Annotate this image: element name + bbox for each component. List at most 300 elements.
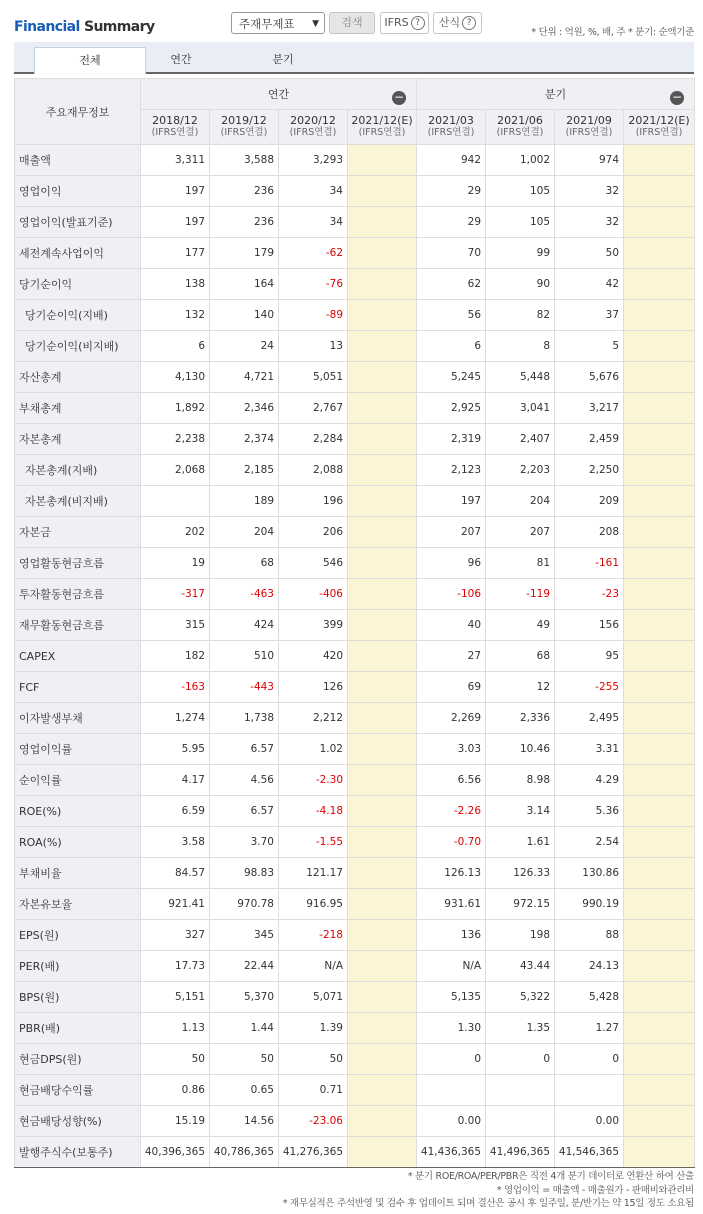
row-label: 영업활동현금흐름 <box>15 548 141 579</box>
table-cell: 1.30 <box>417 1013 486 1044</box>
table-cell: 207 <box>417 517 486 548</box>
table-cell <box>348 734 417 765</box>
table-cell: 2,068 <box>141 455 210 486</box>
collapse-icon[interactable]: − <box>393 90 405 104</box>
table-cell: 2,374 <box>210 424 279 455</box>
table-cell <box>348 393 417 424</box>
table-row <box>15 1075 695 1106</box>
table-cell: 5.36 <box>555 796 624 827</box>
table-cell: 4.56 <box>210 765 279 796</box>
table-cell: 5,151 <box>141 982 210 1013</box>
table-cell <box>624 734 695 765</box>
table-cell <box>624 424 695 455</box>
period-header <box>624 110 695 145</box>
table-cell: -406 <box>279 579 348 610</box>
table-cell: 96 <box>417 548 486 579</box>
period-header <box>555 110 624 145</box>
table-cell: 916.95 <box>279 889 348 920</box>
table-cell: 208 <box>555 517 624 548</box>
table-cell: 209 <box>555 486 624 517</box>
table-cell: -89 <box>279 300 348 331</box>
period-basis: (IFRS연결) <box>358 127 406 138</box>
table-cell: 202 <box>141 517 210 548</box>
table-cell: 2,088 <box>279 455 348 486</box>
table-cell: 2,495 <box>555 703 624 734</box>
table-cell: 42 <box>555 269 624 300</box>
period-header <box>417 110 486 145</box>
statement-type-select[interactable] <box>231 12 325 34</box>
table-cell: 84.57 <box>141 858 210 889</box>
table-cell: 931.61 <box>417 889 486 920</box>
table-cell <box>624 1137 695 1168</box>
formula-help-button[interactable] <box>433 12 482 34</box>
table-cell <box>348 331 417 362</box>
table-cell: 327 <box>141 920 210 951</box>
table-cell: -255 <box>555 672 624 703</box>
table-cell: 1.61 <box>486 827 555 858</box>
table-row <box>15 393 695 424</box>
select-value: 주재무제표 <box>239 17 295 31</box>
row-label: ROA(%) <box>15 827 141 858</box>
table-cell <box>348 827 417 858</box>
table-cell: 5.95 <box>141 734 210 765</box>
table-cell <box>624 486 695 517</box>
table-row <box>15 176 695 207</box>
table-cell: 0.00 <box>555 1106 624 1137</box>
table-cell: 315 <box>141 610 210 641</box>
footnote: * 재무실적은 주석반영 및 검수 후 업데이트 되며 결산은 공시 후 일주일, 분/반기는 약 15일 정도 소요됨 <box>282 1198 694 1209</box>
table-row <box>15 610 695 641</box>
table-cell <box>624 1044 695 1075</box>
table-row <box>15 331 695 362</box>
table-cell: 4.17 <box>141 765 210 796</box>
row-label: 자산총계 <box>15 362 141 393</box>
table-row <box>15 672 695 703</box>
table-cell: 5,676 <box>555 362 624 393</box>
table-row <box>15 796 695 827</box>
table-cell: 0 <box>555 1044 624 1075</box>
table-cell: 6 <box>417 331 486 362</box>
table-cell: 6.57 <box>210 796 279 827</box>
table-cell <box>624 579 695 610</box>
table-cell: 10.46 <box>486 734 555 765</box>
table-cell: 24 <box>210 331 279 362</box>
table-cell: 5,370 <box>210 982 279 1013</box>
table-cell: 130.86 <box>555 858 624 889</box>
table-cell: 43.44 <box>486 951 555 982</box>
table-cell: -163 <box>141 672 210 703</box>
table-cell: 1.13 <box>141 1013 210 1044</box>
table-cell: -119 <box>486 579 555 610</box>
table-cell <box>348 207 417 238</box>
table-cell: -161 <box>555 548 624 579</box>
table-cell: 41,546,365 <box>555 1137 624 1168</box>
table-cell: 0 <box>417 1044 486 1075</box>
period-date: 2021/06 <box>497 114 543 127</box>
table-cell <box>348 362 417 393</box>
table-cell: 8 <box>486 331 555 362</box>
table-cell: 4,721 <box>210 362 279 393</box>
period-date: 2020/12 <box>290 114 336 127</box>
period-basis: (IFRS연결) <box>496 127 544 138</box>
table-cell: 0 <box>486 1044 555 1075</box>
row-label: 발행주식수(보통주) <box>15 1137 141 1168</box>
period-header <box>141 110 210 145</box>
table-row <box>15 486 695 517</box>
period-basis: (IFRS연결) <box>289 127 337 138</box>
table-cell <box>348 1106 417 1137</box>
table-cell: 197 <box>141 207 210 238</box>
table-cell: 1,892 <box>141 393 210 424</box>
table-cell: 972.15 <box>486 889 555 920</box>
period-header <box>210 110 279 145</box>
row-label: PBR(배) <box>15 1013 141 1044</box>
row-label: 매출액 <box>15 145 141 176</box>
table-cell: 156 <box>555 610 624 641</box>
table-cell <box>624 455 695 486</box>
tab-quarterly[interactable]: 분기 <box>272 53 294 66</box>
table-cell <box>348 1013 417 1044</box>
row-label: 당기순이익(비지배) <box>15 331 141 362</box>
table-cell: 69 <box>417 672 486 703</box>
table-cell: 1,738 <box>210 703 279 734</box>
table-cell <box>348 920 417 951</box>
financial-summary-table <box>14 78 695 1168</box>
table-cell: 0.00 <box>417 1106 486 1137</box>
row-label: 자본금 <box>15 517 141 548</box>
table-cell: 41,276,365 <box>279 1137 348 1168</box>
table-cell: 2,269 <box>417 703 486 734</box>
table-cell: 3,293 <box>279 145 348 176</box>
table-cell: 236 <box>210 207 279 238</box>
table-cell: 34 <box>279 176 348 207</box>
row-label: 자본유보율 <box>15 889 141 920</box>
row-label: 투자활동현금흐름 <box>15 579 141 610</box>
table-cell: 3,041 <box>486 393 555 424</box>
table-cell: -4.18 <box>279 796 348 827</box>
table-cell: 974 <box>555 145 624 176</box>
table-cell: 5,245 <box>417 362 486 393</box>
formula-label: 산식 <box>438 16 461 29</box>
collapse-icon[interactable]: − <box>672 90 683 104</box>
table-row <box>15 703 695 734</box>
table-cell: 41,436,365 <box>417 1137 486 1168</box>
table-cell: 6.56 <box>417 765 486 796</box>
table-cell: 1.39 <box>279 1013 348 1044</box>
row-label: PER(배) <box>15 951 141 982</box>
ifrs-label: IFRS <box>384 16 409 29</box>
table-cell: 17.73 <box>141 951 210 982</box>
table-cell: 2,336 <box>486 703 555 734</box>
table-cell: 34 <box>279 207 348 238</box>
table-row <box>15 827 695 858</box>
table-cell <box>348 858 417 889</box>
table-cell: 29 <box>417 207 486 238</box>
table-cell: 95 <box>555 641 624 672</box>
table-cell <box>624 393 695 424</box>
table-cell: -2.26 <box>417 796 486 827</box>
table-cell: 5,448 <box>486 362 555 393</box>
table-cell: 5 <box>555 331 624 362</box>
table-cell: 2,250 <box>555 455 624 486</box>
table-cell: 90 <box>486 269 555 300</box>
table-cell: -317 <box>141 579 210 610</box>
annual-group-header <box>141 79 417 110</box>
table-cell <box>348 176 417 207</box>
table-row <box>15 145 695 176</box>
table-cell <box>348 641 417 672</box>
table-cell <box>348 610 417 641</box>
table-cell: 1,274 <box>141 703 210 734</box>
table-cell: 0.71 <box>279 1075 348 1106</box>
period-header <box>279 110 348 145</box>
table-row <box>15 889 695 920</box>
table-cell: -1.55 <box>279 827 348 858</box>
table-cell <box>348 672 417 703</box>
table-cell <box>624 920 695 951</box>
table-cell: 204 <box>486 486 555 517</box>
tab-annual[interactable]: 연간 <box>170 53 192 66</box>
chevron-down-icon: ▼ <box>312 19 319 29</box>
table-cell: 82 <box>486 300 555 331</box>
ifrs-help-button[interactable] <box>380 12 429 34</box>
table-cell <box>624 982 695 1013</box>
table-cell: 29 <box>417 176 486 207</box>
table-cell: 177 <box>141 238 210 269</box>
row-label: 이자발생부채 <box>15 703 141 734</box>
table-cell: 2,185 <box>210 455 279 486</box>
table-cell: 27 <box>417 641 486 672</box>
row-label: 현금DPS(원) <box>15 1044 141 1075</box>
period-header <box>486 110 555 145</box>
table-cell: 179 <box>210 238 279 269</box>
table-cell <box>624 641 695 672</box>
corner-label: 주요재무정보 <box>15 79 141 145</box>
period-header <box>348 110 417 145</box>
table-cell <box>348 1044 417 1075</box>
table-cell: 207 <box>486 517 555 548</box>
table-cell <box>348 579 417 610</box>
period-basis: (IFRS연결) <box>151 127 199 138</box>
table-cell <box>486 1106 555 1137</box>
table-cell <box>624 765 695 796</box>
table-cell: 70 <box>417 238 486 269</box>
table-cell: 1.27 <box>555 1013 624 1044</box>
table-cell <box>348 1075 417 1106</box>
row-label: 부채비율 <box>15 858 141 889</box>
row-label: 자본총계 <box>15 424 141 455</box>
table-cell <box>348 486 417 517</box>
table-cell: 136 <box>417 920 486 951</box>
table-row <box>15 455 695 486</box>
row-label: 순이익률 <box>15 765 141 796</box>
table-cell <box>624 672 695 703</box>
table-cell: 2,925 <box>417 393 486 424</box>
table-cell: 204 <box>210 517 279 548</box>
table-cell: 3,217 <box>555 393 624 424</box>
table-cell: -106 <box>417 579 486 610</box>
row-label: 재무활동현금흐름 <box>15 610 141 641</box>
table-cell: 24.13 <box>555 951 624 982</box>
row-label: 자본총계(지배) <box>15 455 141 486</box>
table-row <box>15 548 695 579</box>
row-label: 현금배당성향(%) <box>15 1106 141 1137</box>
table-cell <box>348 145 417 176</box>
period-basis: (IFRS연결) <box>565 127 613 138</box>
table-cell <box>348 517 417 548</box>
table-cell <box>624 300 695 331</box>
table-cell: 105 <box>486 176 555 207</box>
period-tabs <box>14 42 694 74</box>
page-header <box>0 0 703 42</box>
table-cell: 126.33 <box>486 858 555 889</box>
table-cell: 6.57 <box>210 734 279 765</box>
table-cell <box>624 858 695 889</box>
row-label: 당기순이익(지배) <box>15 300 141 331</box>
search-button[interactable]: 검색 <box>329 12 375 34</box>
table-row <box>15 765 695 796</box>
footnote: * 분기 ROE/ROA/PER/PBR은 직전 4개 분기 데이터로 연환산 하여 산출 <box>407 1171 694 1182</box>
table-cell: 5,135 <box>417 982 486 1013</box>
table-cell: 2,284 <box>279 424 348 455</box>
row-label: 현금배당수익률 <box>15 1075 141 1106</box>
table-row <box>15 641 695 672</box>
row-label: BPS(원) <box>15 982 141 1013</box>
question-icon: ? <box>462 16 476 30</box>
quarter-group-label: 분기 <box>544 88 567 101</box>
period-basis: (IFRS연결) <box>220 127 268 138</box>
table-cell <box>348 703 417 734</box>
table-row <box>15 579 695 610</box>
table-cell: 4,130 <box>141 362 210 393</box>
table-cell: 1.44 <box>210 1013 279 1044</box>
table-cell: -443 <box>210 672 279 703</box>
table-cell: -76 <box>279 269 348 300</box>
table-cell: 5,051 <box>279 362 348 393</box>
table-cell <box>348 796 417 827</box>
table-cell: 5,428 <box>555 982 624 1013</box>
table-cell: 6.59 <box>141 796 210 827</box>
table-cell: 6 <box>141 331 210 362</box>
table-cell <box>348 455 417 486</box>
table-cell <box>348 765 417 796</box>
table-cell: 2,459 <box>555 424 624 455</box>
table-cell <box>348 300 417 331</box>
table-cell: 22.44 <box>210 951 279 982</box>
row-label: 영업이익 <box>15 176 141 207</box>
table-row <box>15 858 695 889</box>
table-cell: 3.70 <box>210 827 279 858</box>
table-cell <box>624 207 695 238</box>
period-date: 2021/12(E) <box>628 114 690 127</box>
table-cell <box>624 827 695 858</box>
table-cell: 4.29 <box>555 765 624 796</box>
table-cell: 13 <box>279 331 348 362</box>
table-row <box>15 517 695 548</box>
table-cell: -218 <box>279 920 348 951</box>
table-cell <box>624 176 695 207</box>
table-cell <box>624 238 695 269</box>
table-cell: 1.02 <box>279 734 348 765</box>
table-cell <box>624 548 695 579</box>
table-cell: 2,767 <box>279 393 348 424</box>
table-cell <box>417 1075 486 1106</box>
period-date: 2018/12 <box>152 114 198 127</box>
table-cell: 68 <box>486 641 555 672</box>
row-label: 당기순이익 <box>15 269 141 300</box>
table-cell: 990.19 <box>555 889 624 920</box>
table-row <box>15 1013 695 1044</box>
quarter-group-header <box>417 79 695 110</box>
period-basis: (IFRS연결) <box>635 127 683 138</box>
table-row <box>15 951 695 982</box>
row-label: 자본총계(비지배) <box>15 486 141 517</box>
table-cell <box>348 548 417 579</box>
table-cell: 2,346 <box>210 393 279 424</box>
table-cell: 196 <box>279 486 348 517</box>
period-basis: (IFRS연결) <box>427 127 475 138</box>
table-cell: 140 <box>210 300 279 331</box>
table-cell <box>348 889 417 920</box>
table-cell: 3,311 <box>141 145 210 176</box>
tab-all[interactable]: 전체 <box>34 47 146 74</box>
table-cell: 138 <box>141 269 210 300</box>
table-cell <box>348 424 417 455</box>
table-cell: -463 <box>210 579 279 610</box>
row-label: CAPEX <box>15 641 141 672</box>
table-cell: 236 <box>210 176 279 207</box>
table-cell: 206 <box>279 517 348 548</box>
table-cell <box>624 362 695 393</box>
table-cell: 2,407 <box>486 424 555 455</box>
table-cell: 420 <box>279 641 348 672</box>
table-cell <box>348 269 417 300</box>
table-cell: 0.65 <box>210 1075 279 1106</box>
table-cell: 5,322 <box>486 982 555 1013</box>
table-cell <box>624 889 695 920</box>
table-cell: 32 <box>555 176 624 207</box>
table-cell: 0.86 <box>141 1075 210 1106</box>
table-cell: -0.70 <box>417 827 486 858</box>
row-label: 영업이익(발표기준) <box>15 207 141 238</box>
table-cell <box>624 951 695 982</box>
table-cell: 197 <box>141 176 210 207</box>
table-cell <box>486 1075 555 1106</box>
table-cell: 345 <box>210 920 279 951</box>
table-cell: 942 <box>417 145 486 176</box>
table-cell: 164 <box>210 269 279 300</box>
table-cell <box>348 238 417 269</box>
table-cell: 40,786,365 <box>210 1137 279 1168</box>
table-row <box>15 207 695 238</box>
table-cell <box>348 982 417 1013</box>
table-cell: 2,238 <box>141 424 210 455</box>
table-row <box>15 1106 695 1137</box>
table-row <box>15 362 695 393</box>
table-cell: -62 <box>279 238 348 269</box>
row-label: 영업이익률 <box>15 734 141 765</box>
table-cell: 81 <box>486 548 555 579</box>
row-label: 세전계속사업이익 <box>15 238 141 269</box>
table-cell <box>624 1075 695 1106</box>
table-row <box>15 734 695 765</box>
table-cell: -23.06 <box>279 1106 348 1137</box>
table-cell: 546 <box>279 548 348 579</box>
row-label: FCF <box>15 672 141 703</box>
table-cell <box>624 1013 695 1044</box>
table-cell <box>624 796 695 827</box>
table-cell: N/A <box>417 951 486 982</box>
